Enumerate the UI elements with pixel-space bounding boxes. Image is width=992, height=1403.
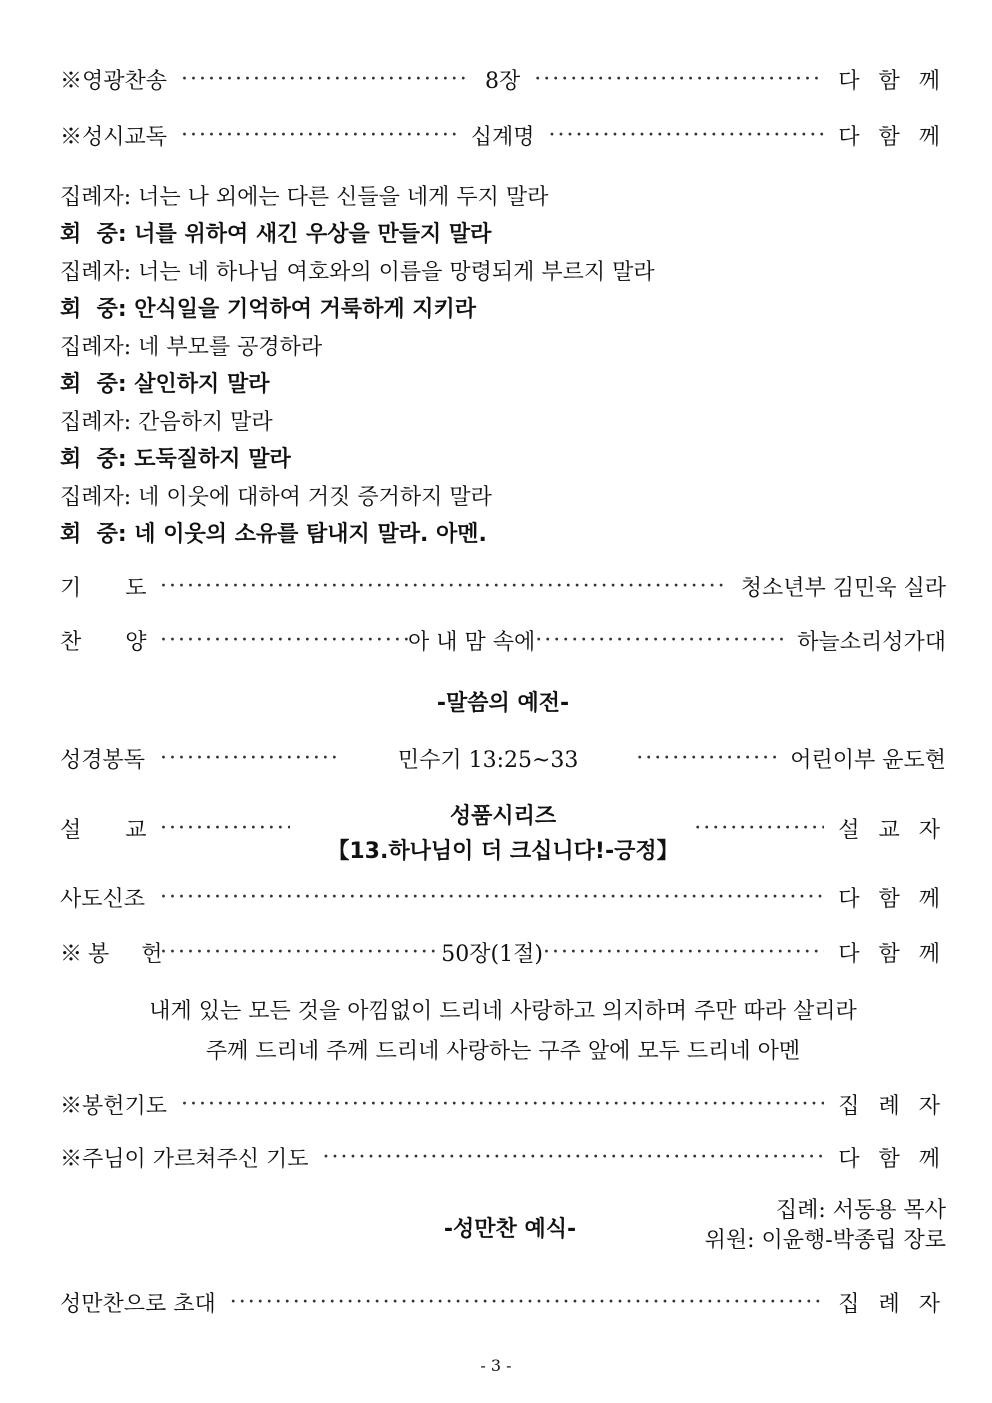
item-leader: 청소년부 김민욱 실라 xyxy=(740,575,946,601)
speaker: 회 중: xyxy=(60,447,127,472)
order-row-responsive-reading xyxy=(60,118,946,152)
item-detail: 50장(1절) xyxy=(441,941,543,967)
order-row-lords-prayer xyxy=(60,1140,946,1174)
leader-dots xyxy=(636,746,776,771)
reading-text: 안식일을 기억하여 거룩하게 지키라 xyxy=(134,297,477,322)
reading-line-leader xyxy=(60,180,548,211)
item-label: 기 도 xyxy=(60,575,157,601)
reading-text: 네 부모를 공경하라 xyxy=(138,335,323,360)
order-row-offering-prayer xyxy=(60,1087,946,1121)
reading-text: 너는 나 외에는 다른 신들을 네게 두지 말라 xyxy=(138,185,549,210)
item-detail: 아 내 맘 속에 xyxy=(407,629,536,655)
speaker: 회 중: xyxy=(60,372,127,397)
hymn-lyrics-line: 주께 드리네 주께 드리네 사랑하는 구주 앞에 모두 드리네 아멘 xyxy=(205,1039,801,1064)
item-detail: 8장 xyxy=(485,68,521,94)
reading-line-leader xyxy=(60,255,655,286)
communion-officiant: 집례: 서동용 목사 xyxy=(775,1198,946,1223)
leader-dots xyxy=(160,628,408,653)
leader-dots xyxy=(160,940,441,965)
leader-dots xyxy=(160,746,340,771)
reading-text: 간음하지 말라 xyxy=(138,410,273,435)
section-heading-word: -말씀의 예전- xyxy=(436,691,570,716)
leader-dots xyxy=(230,1290,824,1315)
reading-line-leader xyxy=(60,405,273,436)
item-leader: 집 례 자 xyxy=(838,1093,946,1119)
order-row-praise xyxy=(60,623,946,657)
leader-dots xyxy=(323,1145,825,1170)
leader-dots xyxy=(181,123,457,148)
leader-dots xyxy=(543,940,824,965)
leader-dots xyxy=(181,1092,824,1117)
item-label: ※성시교독 xyxy=(60,124,168,150)
leader-dots xyxy=(160,885,824,910)
order-row-prayer xyxy=(60,569,946,603)
order-row-apostles-creed xyxy=(60,880,946,914)
reading-text: 살인하지 말라 xyxy=(134,372,270,397)
reading-text: 네 이웃에 대하여 거짓 증거하지 말라 xyxy=(138,485,492,510)
sermon-title: 【13.하나님이 더 크십니다!-긍정】 xyxy=(327,839,679,864)
hymn-lyrics-line: 내게 있는 모든 것을 아낌없이 드리네 사랑하고 의지하며 주만 따라 살리라 xyxy=(149,999,857,1024)
communion-officiants xyxy=(705,1196,946,1256)
leader-dots xyxy=(535,628,783,653)
speaker: 집례자: xyxy=(60,260,132,285)
item-leader: 어린이부 윤도현 xyxy=(790,747,946,773)
item-detail: 십계명 xyxy=(470,124,535,150)
section-heading-communion: -성만찬 예식- xyxy=(443,1217,577,1242)
item-leader: 다 함 께 xyxy=(838,124,946,150)
speaker: 집례자: xyxy=(60,335,132,360)
reading-line-congregation xyxy=(60,517,487,548)
reading-line-leader xyxy=(60,480,492,511)
leader-dots xyxy=(549,123,825,148)
reading-line-congregation xyxy=(60,217,491,248)
item-label: ※봉헌기도 xyxy=(60,1093,168,1119)
item-label: 성경봉독 xyxy=(60,747,146,773)
item-label: 성만찬으로 초대 xyxy=(60,1291,216,1317)
page-number: - 3 - xyxy=(480,1356,512,1375)
speaker: 집례자: xyxy=(60,485,132,510)
item-label: ※주님이 가르쳐주신 기도 xyxy=(60,1146,309,1172)
speaker: 집례자: xyxy=(60,185,132,210)
reading-line-congregation xyxy=(60,292,476,323)
order-row-offering xyxy=(60,935,946,969)
reading-text: 네 이웃의 소유를 탐내지 말라. 아멘. xyxy=(134,522,487,547)
item-label: 사도신조 xyxy=(60,886,146,912)
item-leader: 집 례 자 xyxy=(838,1291,946,1317)
leader-dots xyxy=(181,67,471,92)
item-leader: 설 교 자 xyxy=(838,817,946,843)
item-leader: 다 함 께 xyxy=(838,886,946,912)
item-label: 찬 양 xyxy=(60,629,157,655)
item-leader: 다 함 께 xyxy=(838,68,946,94)
reading-text: 너는 네 하나님 여호와의 이름을 망령되게 부르지 말라 xyxy=(138,260,655,285)
order-row-gloria xyxy=(60,62,946,96)
reading-text: 도둑질하지 말라 xyxy=(134,447,291,472)
item-leader: 하늘소리성가대 xyxy=(797,629,946,655)
speaker: 회 중: xyxy=(60,522,127,547)
speaker: 회 중: xyxy=(60,297,127,322)
item-label: ※영광찬송 xyxy=(60,68,168,94)
item-leader: 다 함 께 xyxy=(838,1146,946,1172)
speaker: 집례자: xyxy=(60,410,132,435)
reading-line-leader xyxy=(60,330,322,361)
speaker: 회 중: xyxy=(60,222,127,247)
order-row-communion-invitation xyxy=(60,1285,946,1319)
reading-text: 너를 위하여 새긴 우상을 만들지 말라 xyxy=(134,222,492,247)
item-label: ※봉 헌 xyxy=(60,941,169,967)
sermon-series: 성품시리즈 xyxy=(449,804,557,829)
order-row-scripture xyxy=(60,741,946,775)
leader-dots xyxy=(160,574,727,599)
item-detail: 민수기 13:25~33 xyxy=(397,747,579,773)
reading-line-congregation xyxy=(60,367,269,398)
item-leader: 다 함 께 xyxy=(838,941,946,967)
leader-dots xyxy=(534,67,824,92)
item-label: 설 교 xyxy=(60,817,157,843)
reading-line-congregation xyxy=(60,442,291,473)
communion-committee: 위원: 이윤행-박종립 장로 xyxy=(704,1228,946,1253)
